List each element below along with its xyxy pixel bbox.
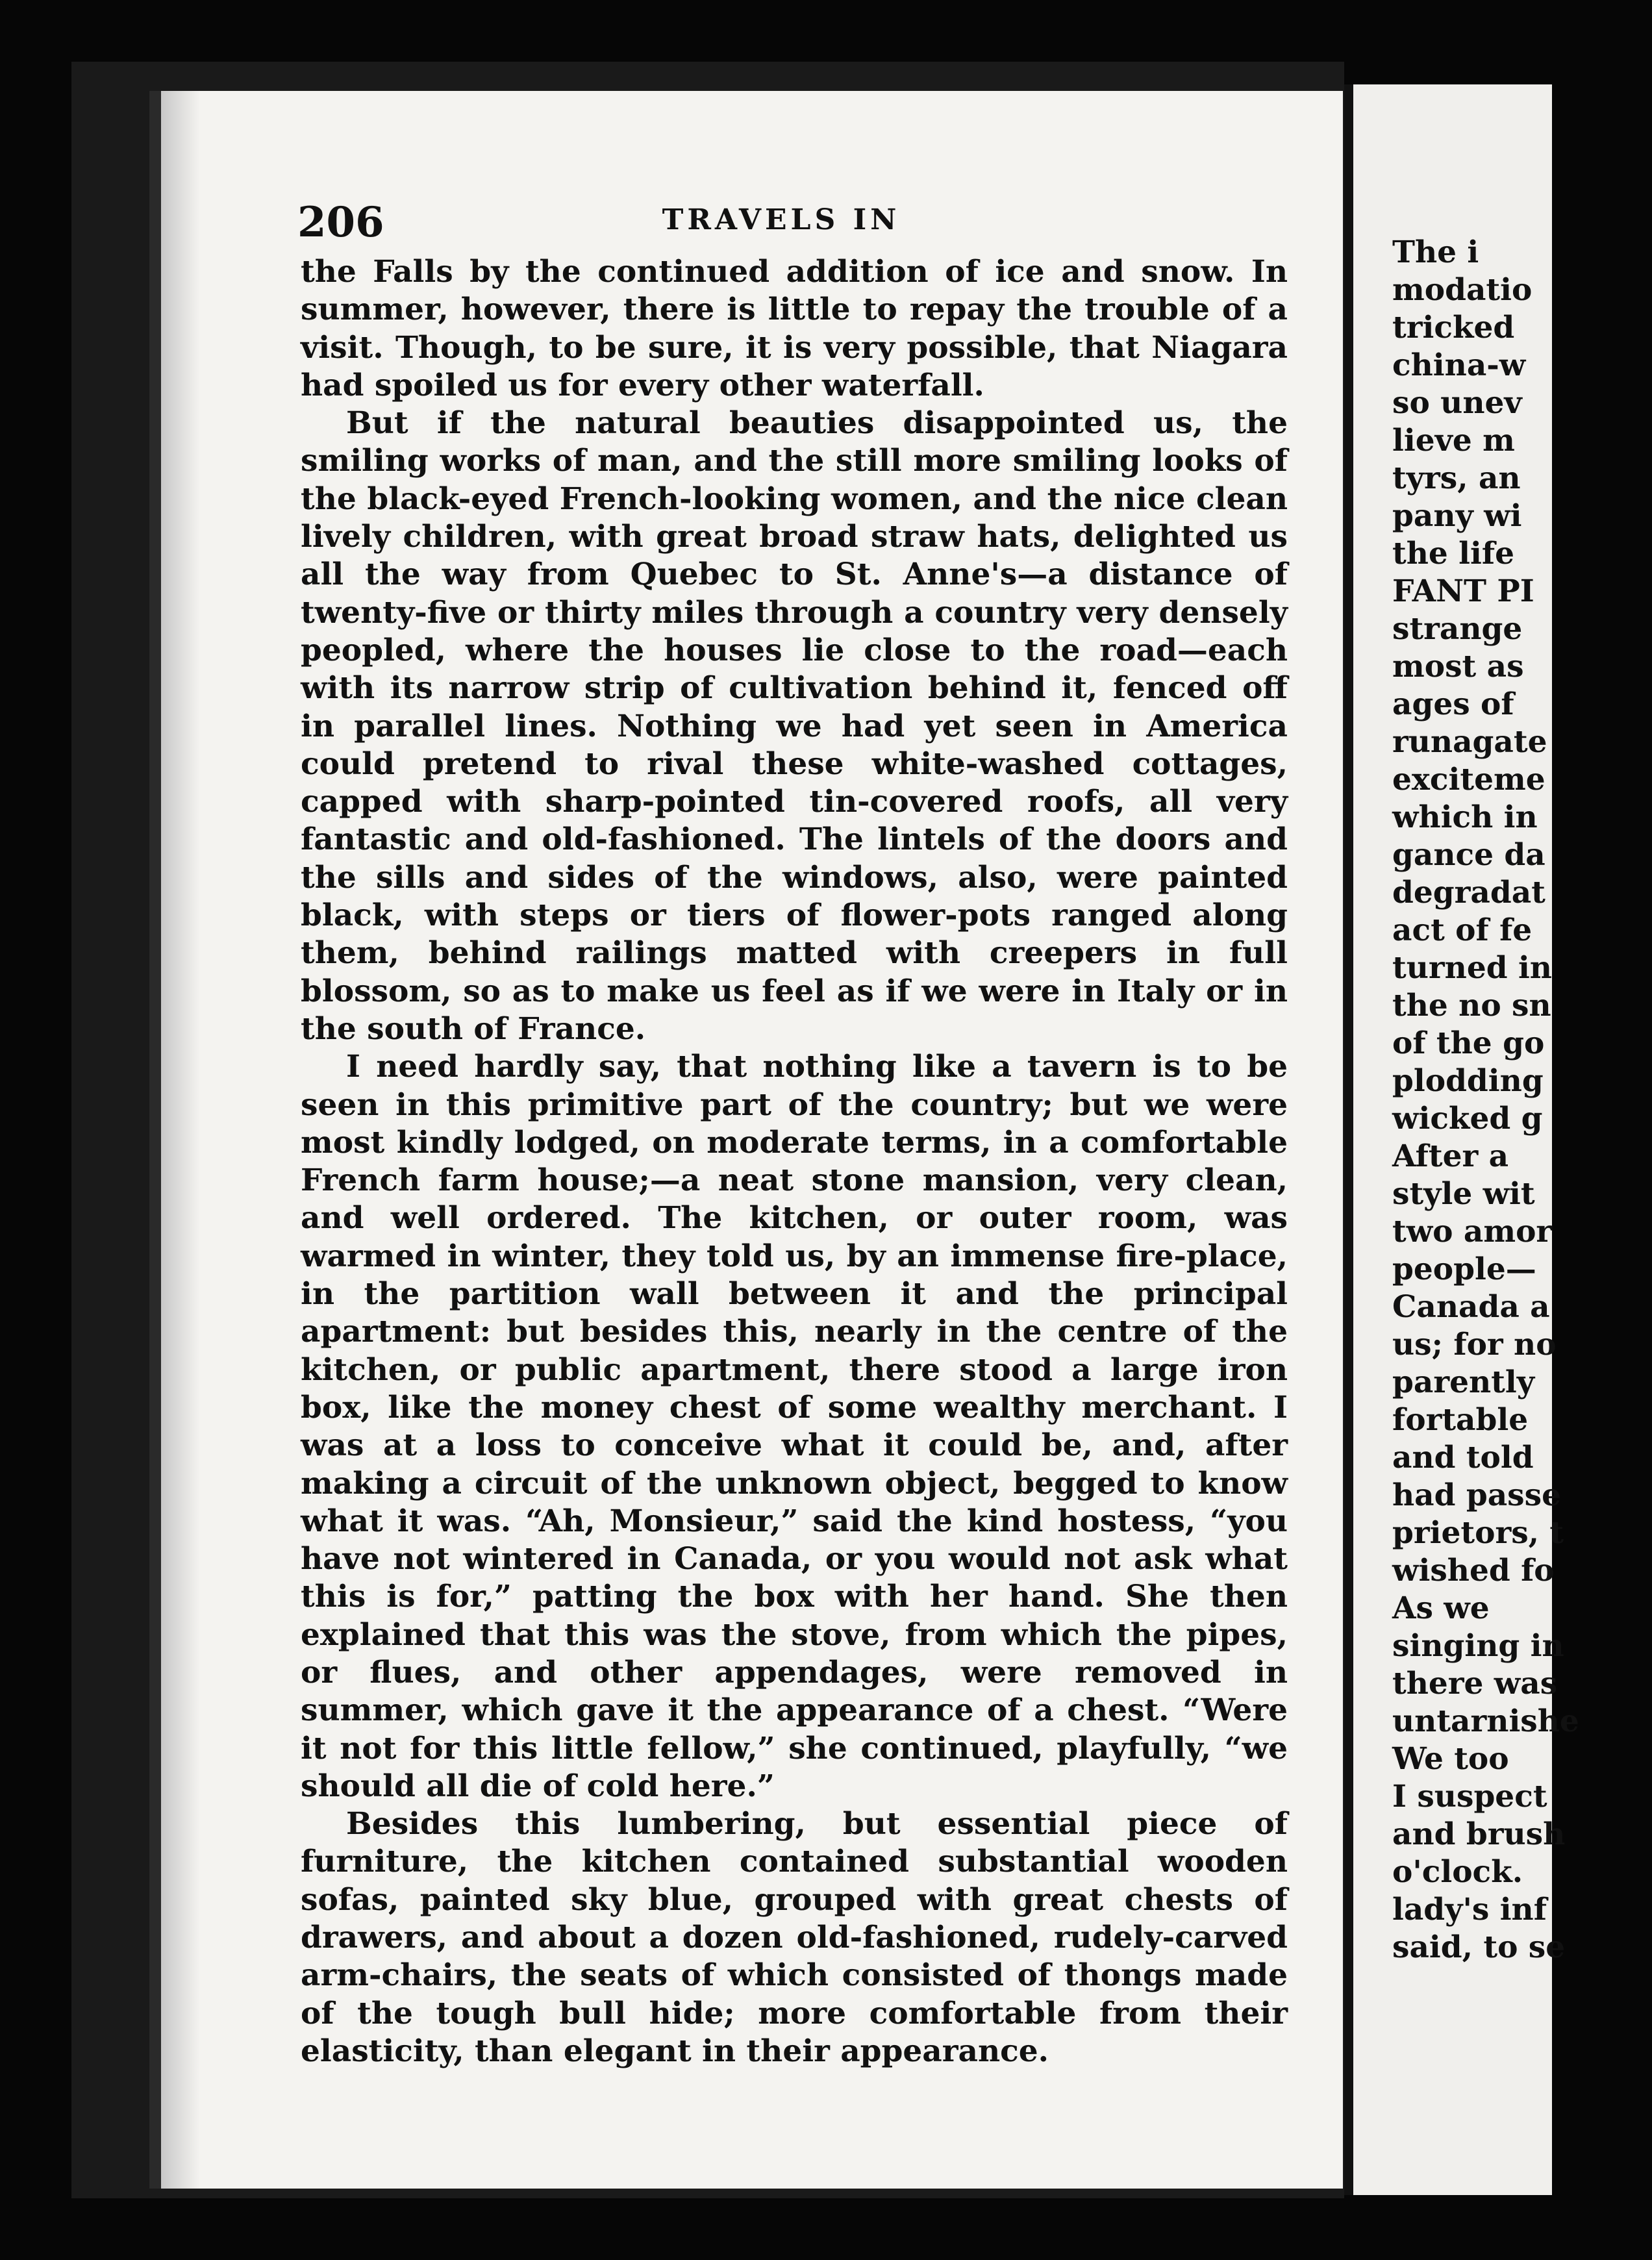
- right-page-line: o'clock.: [1392, 1854, 1523, 1890]
- right-page-line: act of fe: [1392, 912, 1533, 948]
- right-page-line: most as: [1392, 649, 1524, 684]
- right-page-line: parently: [1392, 1364, 1535, 1400]
- right-page-line: wished fo: [1392, 1553, 1555, 1588]
- right-page-line: FANT PI: [1392, 573, 1534, 609]
- right-page-line: gance da: [1392, 837, 1546, 873]
- right-page-line: degradat: [1392, 875, 1546, 910]
- right-page-line: said, to se: [1392, 1929, 1566, 1965]
- right-page-line: fortable: [1392, 1402, 1529, 1438]
- right-page-line: untarnishe: [1392, 1703, 1579, 1739]
- right-page-line: lady's inf: [1392, 1892, 1547, 1927]
- right-page-line: tyrs, an: [1392, 460, 1521, 496]
- right-page-text: [1392, 234, 1652, 1966]
- right-page: [1344, 84, 1579, 2195]
- right-page-line: lieve m: [1392, 423, 1515, 458]
- right-page-line: the no sn: [1392, 988, 1551, 1023]
- paragraph: Besides this lumbering, but essential piece of furniture, the kitchen contained substantial wooden sofas, painted sky blue, grouped with great chests of drawers, and about a dozen old-fashioned, rudely-carved arm-chairs, the seats of which consisted of thongs made of the tough bull hide; more comfortable from their elasticity, than elegant in their appearance.: [301, 1806, 1288, 2069]
- page-number: 206: [297, 198, 384, 247]
- right-page-line: two amor: [1392, 1214, 1553, 1249]
- right-page-line: us; for no: [1392, 1327, 1557, 1362]
- right-page-line: exciteme: [1392, 762, 1546, 797]
- right-page-line: turned in: [1392, 950, 1552, 986]
- right-page-line: We too: [1392, 1741, 1509, 1777]
- right-page-line: so unev: [1392, 385, 1522, 421]
- right-page-line: and brush: [1392, 1816, 1566, 1852]
- right-page-line: of the go: [1392, 1025, 1545, 1061]
- right-page-line: tricked: [1392, 310, 1515, 345]
- right-page-line: strange: [1392, 611, 1523, 647]
- paragraph: I need hardly say, that nothing like a tavern is to be seen in this primitive part of the country; but we were most kindly lodged, on moderate terms, in a comfortable French farm house;—a neat stone mansion, very clean, and well ordered. The kitchen, or outer room, was warmed in winter, they told us, by an immense fire-place, in the partition wall between it and the principal apartment: but besides this, nearly in the centre of the kitchen, or public apartment, there stood a large iron box, like the money chest of some wealthy merchant. I was at a loss to conceive what it could be, and, after making a circuit of the unknown object, begged to know what it was. “Ah, Monsieur,” said the kind hostess, “you have not wintered in Canada, or you would not ask what this is for,” patting the box with her hand. She then explained that this was the stove, from which the pipes, or flues, and other appendages, were removed in summer, which gave it the appearance of a chest. “Were it not for this little fellow,” she continued, playfully, “we should all die of cold here.”: [301, 1049, 1288, 1804]
- right-page-line: singing in: [1392, 1628, 1564, 1664]
- paragraph: the Falls by the continued addition of ice and snow. In summer, however, there is little to repay the trouble of a visit. Though, to be sure, it is very possible, that Niagara had spoiled us for every other waterfall.: [301, 254, 1288, 403]
- right-page-line: people—: [1392, 1251, 1536, 1287]
- right-page-line: had passe: [1392, 1477, 1561, 1513]
- right-page-line: ages of: [1392, 686, 1514, 722]
- right-page-line: The i: [1392, 234, 1479, 270]
- right-page-line: runagate: [1392, 724, 1547, 760]
- left-page: [149, 91, 1343, 2189]
- page-body: [301, 253, 1288, 2070]
- right-page-line: prietors, t: [1392, 1515, 1564, 1551]
- right-page-line: which in: [1392, 799, 1538, 835]
- right-page-line: plodding: [1392, 1063, 1544, 1099]
- right-page-line: After a: [1392, 1138, 1509, 1174]
- running-head: TRAVELS IN: [662, 203, 901, 236]
- right-page-line: modatio: [1392, 272, 1533, 308]
- right-page-line: china-w: [1392, 347, 1526, 383]
- right-page-line: there was: [1392, 1666, 1558, 1701]
- right-page-line: the life: [1392, 536, 1514, 571]
- right-page-line: As we: [1392, 1590, 1490, 1626]
- right-page-line: I suspect: [1392, 1779, 1547, 1814]
- right-page-line: style wit: [1392, 1176, 1535, 1212]
- right-page-line: wicked g: [1392, 1101, 1543, 1136]
- right-page-line: pany wi: [1392, 498, 1522, 534]
- paragraph: But if the natural beauties disappointed us, the smiling works of man, and the still more smiling looks of the black-eyed French-looking women, and the nice clean lively children, with great broad straw hats, delighted us all the way from Quebec to St. Anne's—a distance of twenty-five or thirty miles through a country very densely peopled, where the houses lie close to the road—each with its narrow strip of cultivation behind it, fenced off in parallel lines. Nothing we had yet seen in America could pretend to rival these white-washed cottages, capped with sharp-pointed tin-covered roofs, all very fantastic and old-fashioned. The lintels of the doors and the sills and sides of the windows, also, were painted black, with steps or tiers of flower-pots ranged along them, behind railings matted with creepers in full blossom, so as to make us feel as if we were in Italy or in the south of France.: [301, 405, 1288, 1047]
- right-page-line: Canada a: [1392, 1289, 1550, 1325]
- right-page-line: and told: [1392, 1440, 1534, 1475]
